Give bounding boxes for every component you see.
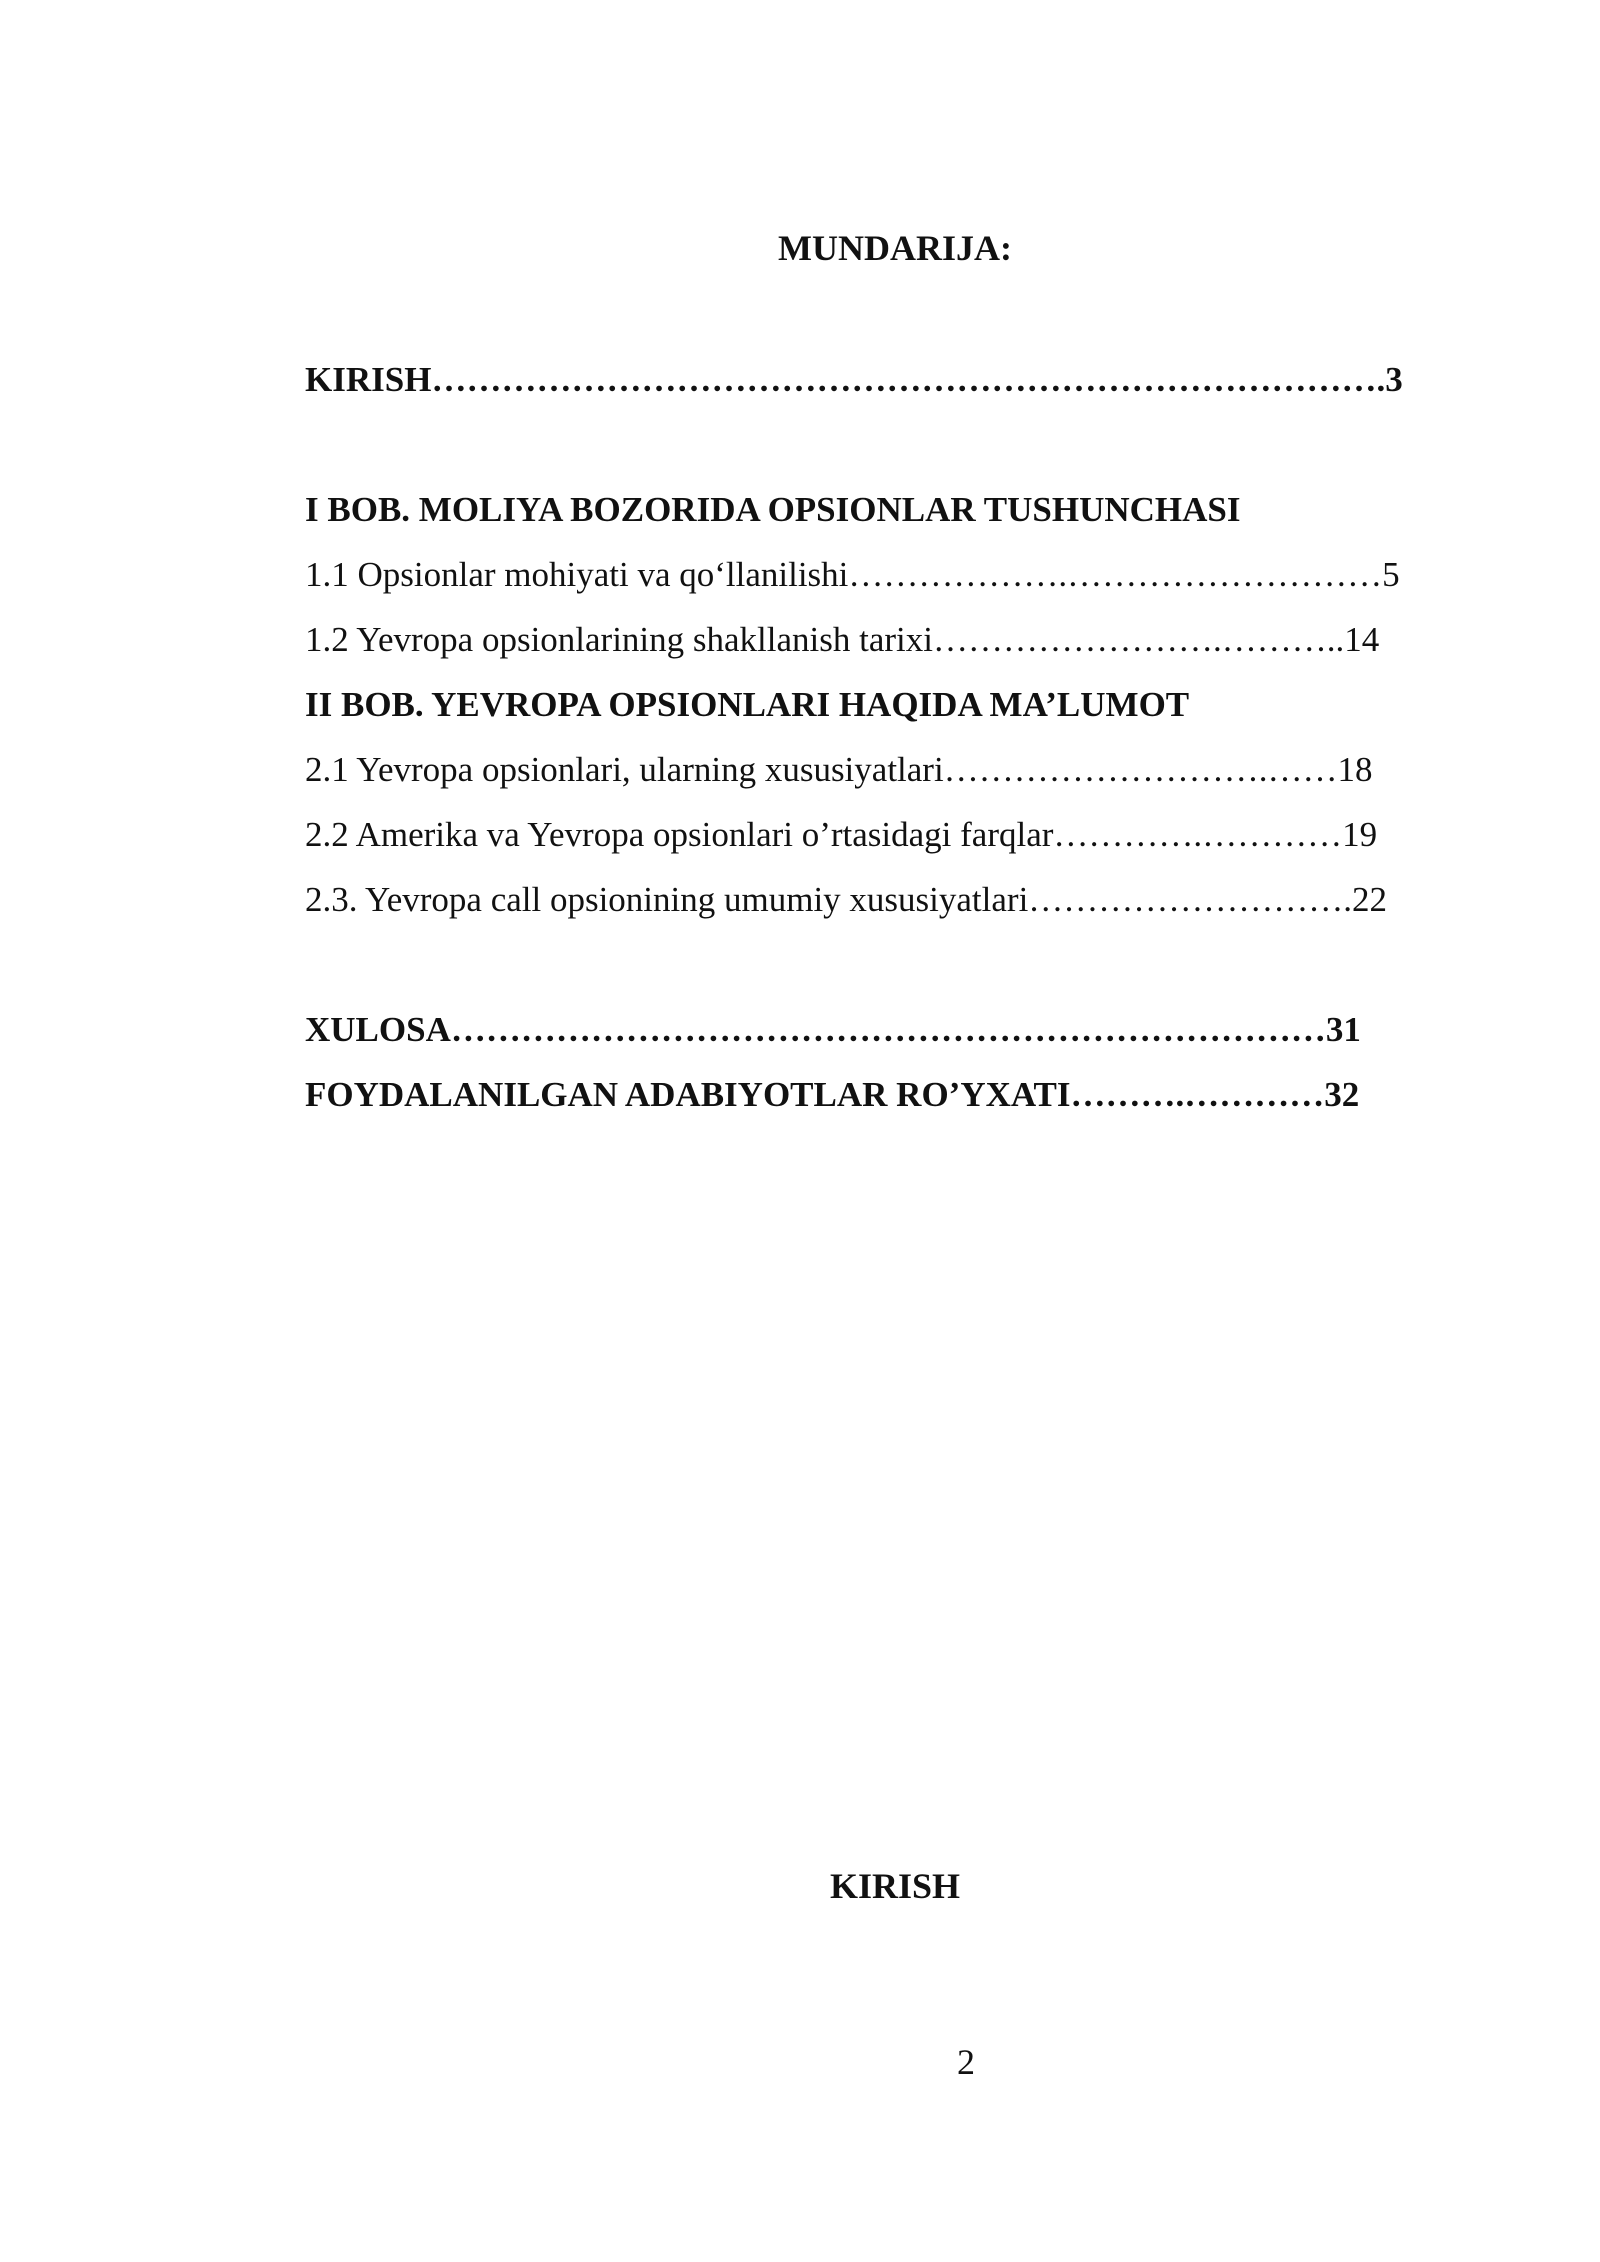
toc-entry-kirish — [305, 358, 1403, 402]
toc-entry-leader: ……….………… — [1070, 1075, 1325, 1114]
toc-entry-label: KIRISH — [305, 360, 432, 399]
toc-entry-leader: ……………………….…… — [943, 750, 1338, 789]
toc-entry-leader: ………………………………………………………………… — [450, 1010, 1326, 1049]
toc-entry-label: XULOSA — [305, 1010, 451, 1049]
toc-chapter-label: II BOB. YEVROPA OPSIONLARI HAQIDA MA’LUMOT — [305, 685, 1190, 724]
toc-entry-2-1 — [305, 748, 1372, 792]
toc-entry-2-2 — [305, 813, 1377, 857]
toc-entry-page: 18 — [1337, 750, 1373, 789]
section-heading: KIRISH — [829, 1866, 961, 1906]
toc-entry-page: 22 — [1352, 880, 1388, 919]
toc-entry-leader: ………………………………………………………………………. — [431, 360, 1386, 399]
toc-entry-leader: ……………….……………………… — [848, 555, 1383, 594]
toc-entry-leader: ………….………… — [1053, 815, 1343, 854]
toc-entry-page: 31 — [1325, 1010, 1361, 1049]
toc-chapter-2 — [305, 683, 1189, 727]
toc-entry-2-3 — [305, 878, 1387, 922]
toc-entry-1-1 — [305, 553, 1400, 597]
toc-chapter-label: I BOB. MOLIYA BOZORIDA OPSIONLAR TUSHUNCHASI — [305, 490, 1241, 529]
toc-entry-page: .14 — [1335, 620, 1380, 659]
toc-entry-1-2 — [305, 618, 1379, 662]
toc-entry-label: 2.3. Yevropa call opsionining umumiy xususiyatlari — [305, 880, 1029, 919]
toc-entry-xulosa — [305, 1008, 1361, 1052]
toc-entry-leader: ………………………. — [1028, 880, 1353, 919]
toc-entry-label: 1.1 Opsionlar mohiyati va qo‘llanilishi — [305, 555, 849, 594]
toc-entry-leader: …………………….………. — [933, 620, 1336, 659]
toc-entry-label: FOYDALANILGAN ADABIYOTLAR RO’YXATI — [305, 1075, 1071, 1114]
toc-entry-label: 2.2 Amerika va Yevropa opsionlari o’rtasidagi farqlar — [305, 815, 1054, 854]
toc-entry-label: 1.2 Yevropa opsionlarining shakllanish tarixi — [305, 620, 934, 659]
toc-entry-page: 32 — [1324, 1075, 1360, 1114]
toc-entry-label: 2.1 Yevropa opsionlari, ularning xususiyatlari — [305, 750, 944, 789]
toc-entry-page: 19 — [1342, 815, 1378, 854]
toc-title: MUNDARIJA: — [778, 228, 1012, 268]
toc-chapter-1 — [305, 488, 1241, 532]
toc-entry-references — [305, 1073, 1359, 1117]
toc-entry-page: 5 — [1382, 555, 1400, 594]
page-number: 2 — [957, 2042, 975, 2082]
toc-entry-page: 3 — [1385, 360, 1403, 399]
